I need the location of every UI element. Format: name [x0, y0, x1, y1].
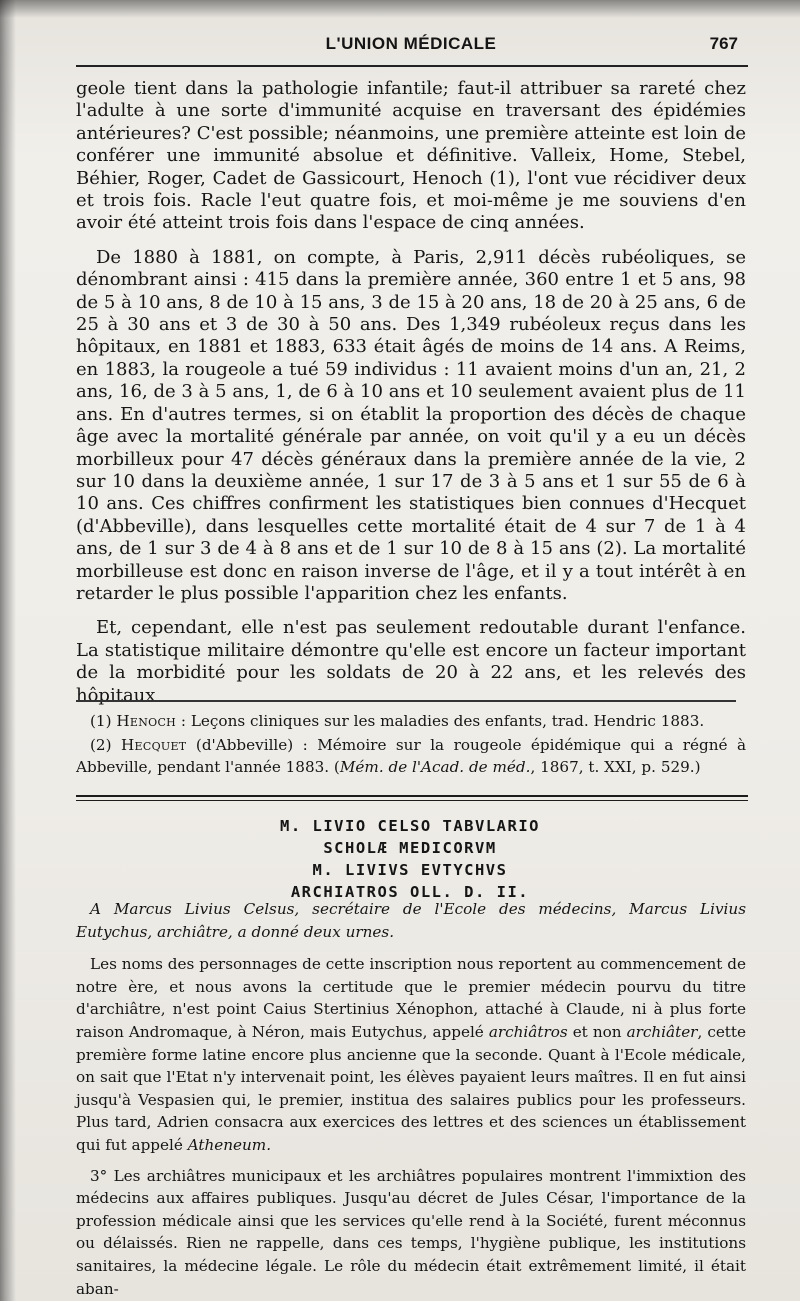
journal-title: L'UNION MÉDICALE: [325, 34, 497, 53]
text-run: Les noms des personnages de cette inscription nous reportent au commencement de notre ère, et nous avons la certitude que le premier médecin pourvu du titre d'archiâtre, n'est point Caius Stertinius Xénophon, attaché à Claude, ni à plus forte raison Andromaque, à Néron, mais Eutychus, appelé: [76, 955, 746, 1041]
text-run: , cette première forme latine encore plus ancienne que la seconde. Quant à l'Ecole médicale, on sait que l'Etat n'y intervenait point, les élèves payaient leurs maîtres. Il en fut ainsi jusqu'à Vespasien qui, le premier, institua des salaires publics pour les professeurs. Plus tard, Adrien consacra aux exercices des lettres et des sciences un établissement qui fut appelé: [76, 1022, 747, 1154]
binding-shadow: [0, 0, 16, 1301]
running-header: [76, 32, 746, 66]
main-text: [76, 78, 746, 707]
footnote-author: Henoch: [116, 712, 177, 730]
section-rule-top: [76, 795, 748, 797]
header-rule: [76, 65, 748, 67]
inscription-line: M. LIVIVS EVTYCHVS: [312, 861, 508, 879]
footnote-text-end: , 1867, t. XXI, p. 529.): [530, 758, 701, 776]
paragraph-archiatre: [76, 953, 746, 1156]
inscription-translation: A Marcus Livius Celsus, secrétaire de l'Ecole des médecins, Marcus Livius Eutychus, archiâtre, a donné deux urnes.: [76, 900, 746, 941]
footnote-2: [76, 734, 746, 778]
latin-inscription: [150, 815, 670, 903]
footnotes: [76, 710, 746, 780]
paragraph-military-statistics: Et, cependant, elle n'est pas seulement redoutable durant l'enfance. La statistique militaire démontre qu'elle est encore un facteur important de la morbidité pour les soldats de 20 à 22 ans, et les relevés des hôpitaux: [76, 617, 746, 706]
top-edge-shadow: [0, 0, 800, 18]
footnote-journal: Mém. de l'Acad. de méd.: [339, 758, 531, 776]
term-archiatros: archiâtros: [488, 1022, 568, 1041]
footnote-author: Hecquet: [120, 736, 187, 754]
inscription-line: M. LIVIO CELSO TABVLARIO: [280, 817, 540, 835]
footnote-marker: (1): [90, 712, 112, 730]
paragraph-recurrence: geole tient dans la pathologie infantile; faut-il attribuer sa rareté chez l'adulte à une sorte d'immunité acquise en traversant des épidémies antérieures? C'est possible; néanmoins, une première atteinte est loin de conférer une immunité absolue et définitive. Valleix, Home, Stebel, Béhier, Roger, Cadet de Gassicourt, Henoch (1), l'ont vue récidiver deux et trois fois. Racle l'eut quatre fois, et moi-même je me souviens d'en avoir été atteint trois fois dans l'espace de cinq années.: [76, 78, 746, 234]
footnote-marker: (2): [90, 736, 112, 754]
section-rule-bottom: [76, 800, 748, 801]
footnote-1: [76, 710, 746, 732]
footnote-text: : Leçons cliniques sur les maladies des enfants, trad. Hendric 1883.: [180, 712, 705, 730]
inscription-commentary: [76, 898, 746, 1300]
paragraph-municipal-archiatres: 3° Les archiâtres municipaux et les archiâtres populaires montrent l'immixtion des médecins aux affaires publiques. Jusqu'au décret de Jules César, l'importance de la profession médicale ainsi que les services qu'elle rend à la Société, furent méconnus ou délaissés. Rien ne rappelle, dans ces temps, l'hygiène publique, les institutions sanitaires, la médecine légale. Le rôle du médecin était extrêmement limité, il était aban-: [76, 1166, 746, 1298]
term-atheneum: Atheneum.: [187, 1135, 272, 1154]
text-run: et non: [567, 1022, 627, 1041]
page-number: 767: [709, 34, 738, 53]
inscription-line: SCHOLÆ MEDICORVM: [323, 839, 497, 857]
paragraph-mortality-statistics: De 1880 à 1881, on compte, à Paris, 2,911 décès rubéoliques, se dénombrant ainsi : 415 dans la première année, 360 entre 1 et 5 ans, 98 de 5 à 10 ans, 8 de 10 à 15 ans, 3 de 15 à 20 ans, 18 de 20 à 25 ans, 6 de 25 à 30 ans et 3 de 30 à 50 ans. Des 1,349 rubéoleux reçus dans les hôpitaux, en 1881 et 1883, 633 était âgés de moins de 14 ans. A Reims, en 1883, la rougeole a tué 59 individus : 11 avaient moins d'un an, 21, 2 ans, 16, de 3 à 5 ans, 1, de 6 à 10 ans et 10 seulement avaient plus de 11 ans. En d'autres termes, si on établit la proportion des décès de chaque âge avec la mortalité générale par année, on voit qu'il y a eu un décès morbilleux pour 47 décès généraux dans la première année de la vie, 2 sur 10 dans la deuxième année, 1 sur 17 de 3 à 5 ans et 1 sur 55 de 6 à 10 ans. Ces chiffres confirment les statistiques bien connues d'Hecquet (d'Abbeville), dans lesquelles cette mortalité était de 4 sur 7 de 1 à 4 ans, de 1 sur 3 de 4 à 8 ans et de 1 sur 10 de 8 à 15 ans (2). La mortalité morbilleuse est donc en raison inverse de l'âge, et il y a tout intérêt à en retarder le plus possible l'apparition chez les enfants.: [76, 246, 746, 604]
inscription-line: ARCHIATROS OLL. D. II.: [290, 883, 530, 901]
term-archiater: archiâter: [626, 1022, 698, 1041]
footnote-rule: [76, 700, 736, 702]
footnote-text: (d'Abbeville) : Mémoire sur la rougeole épidémique qui a régné à Abbeville, pendant l'année 1883. (: [76, 736, 746, 776]
